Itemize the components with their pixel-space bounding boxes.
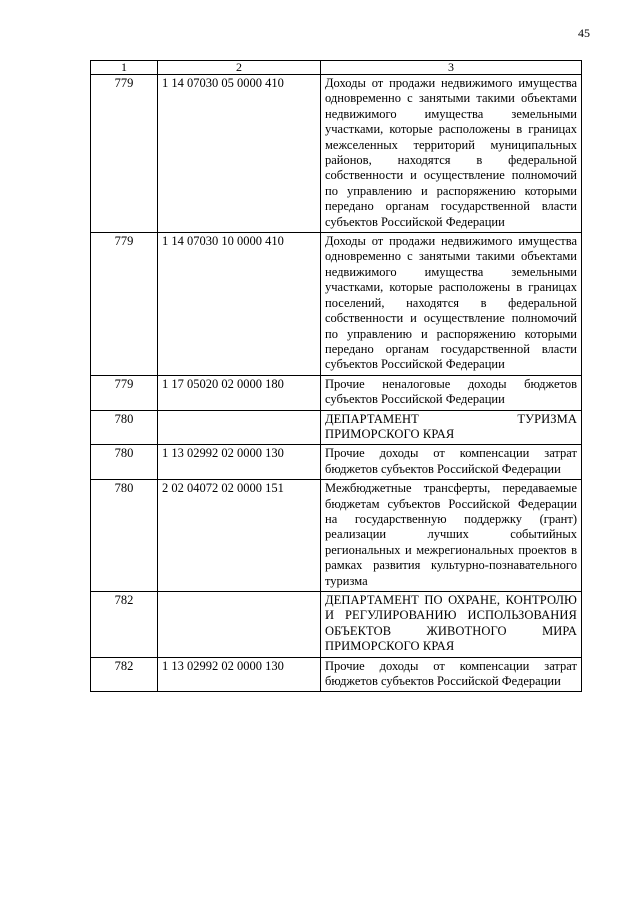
- table-row: [91, 480, 582, 592]
- admin-code-cell: 779: [91, 233, 158, 376]
- kbk-cell: 1 17 05020 02 0000 180: [158, 375, 321, 410]
- column-header-1: 1: [91, 61, 158, 75]
- kbk-cell: 1 13 02992 02 0000 130: [158, 657, 321, 692]
- revenue-name-cell: Межбюджетные трансферты, передаваемые бюджетам субъектов Российской Федерации на государственную поддержку (грант) реализации лучших событийных региональных и межрегиональных проектов в рамках развития культурно-познавательного туризма: [321, 480, 582, 592]
- revenue-name-cell: Доходы от продажи недвижимого имущества одновременно с занятыми такими объектами недвижимого имущества земельными участками, которые расположены в границах поселений, находятся в федеральной собственности и осуществление полномочий по управлению и распоряжению которыми передано органам государственной власти субъектов Российской Федерации: [321, 233, 582, 376]
- column-header-3: 3: [321, 61, 582, 75]
- department-heading-cell: ДЕПАРТАМЕНТ ТУРИЗМА ПРИМОРСКОГО КРАЯ: [321, 410, 582, 445]
- revenue-codes-table: [90, 60, 582, 692]
- table-row: [91, 592, 582, 658]
- revenue-name-cell: Прочие доходы от компенсации затрат бюджетов субъектов Российской Федерации: [321, 657, 582, 692]
- kbk-cell: [158, 592, 321, 658]
- kbk-cell: [158, 410, 321, 445]
- revenue-name-cell: Доходы от продажи недвижимого имущества одновременно с занятыми такими объектами недвижимого имущества земельными участками, которые расположены в границах межселенных территорий муниципальных районов, находятся в федеральной собственности и осуществление полномочий по управлению и распоряжению которыми передано органам государственной власти субъектов Российской Федерации: [321, 75, 582, 233]
- table-row: [91, 375, 582, 410]
- admin-code-cell: 782: [91, 592, 158, 658]
- admin-code-cell: 779: [91, 375, 158, 410]
- admin-code-cell: 779: [91, 75, 158, 233]
- page-number: 45: [578, 26, 590, 40]
- admin-code-cell: 780: [91, 445, 158, 480]
- kbk-cell: 2 02 04072 02 0000 151: [158, 480, 321, 592]
- department-heading-cell: ДЕПАРТАМЕНТ ПО ОХРАНЕ, КОНТРОЛЮ И РЕГУЛИРОВАНИЮ ИСПОЛЬЗОВАНИЯ ОБЪЕКТОВ ЖИВОТНОГО МИРА ПРИМОРСКОГО КРАЯ: [321, 592, 582, 658]
- table-row: [91, 75, 582, 233]
- admin-code-cell: 780: [91, 480, 158, 592]
- admin-code-cell: 782: [91, 657, 158, 692]
- column-header-2: 2: [158, 61, 321, 75]
- kbk-cell: 1 14 07030 05 0000 410: [158, 75, 321, 233]
- table-row: [91, 410, 582, 445]
- table-row: [91, 445, 582, 480]
- admin-code-cell: 780: [91, 410, 158, 445]
- kbk-cell: 1 14 07030 10 0000 410: [158, 233, 321, 376]
- revenue-name-cell: Прочие неналоговые доходы бюджетов субъектов Российской Федерации: [321, 375, 582, 410]
- table-header-row: [91, 61, 582, 75]
- kbk-cell: 1 13 02992 02 0000 130: [158, 445, 321, 480]
- table-row: [91, 657, 582, 692]
- table-row: [91, 233, 582, 376]
- revenue-name-cell: Прочие доходы от компенсации затрат бюджетов субъектов Российской Федерации: [321, 445, 582, 480]
